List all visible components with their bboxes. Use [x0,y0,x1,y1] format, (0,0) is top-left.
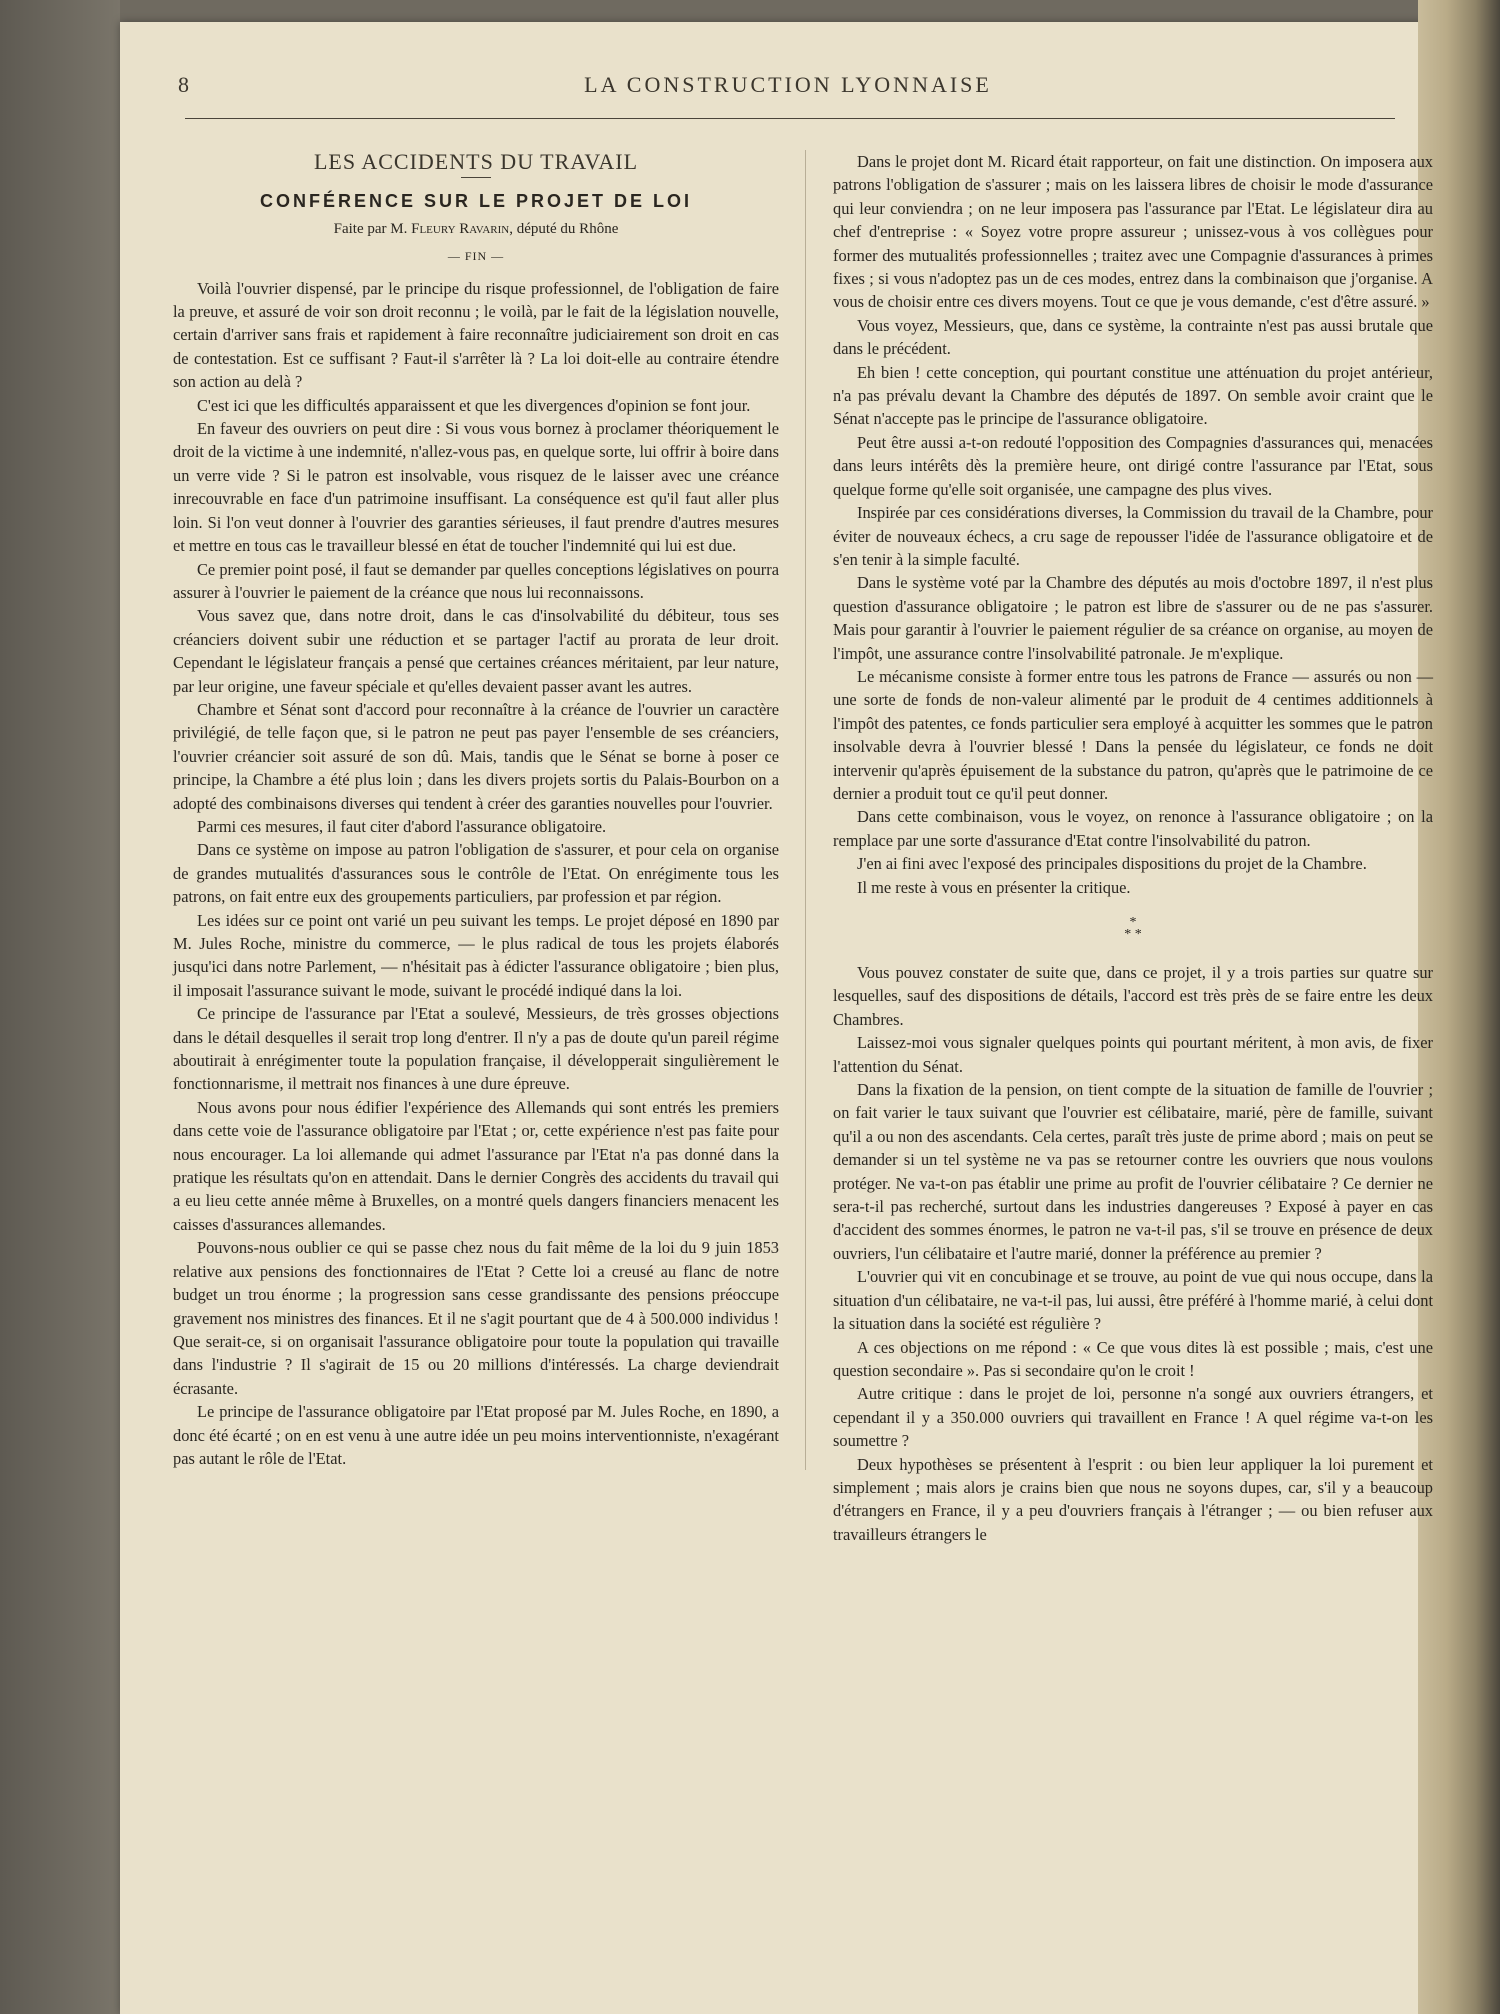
paragraph: Ce principe de l'assurance par l'Etat a soulevé, Messieurs, de très grosses objections dans le détail desquelles il serait trop long d'entrer. Il n'y a pas de doute qu'un pareil régime aboutirait à enrégimenter toute la population française, il développerait singulièrement le fonctionnarisme, il mettrait nos finances à une dure épreuve. [173,1004,779,1094]
paragraph: Le principe de l'assurance obligatoire par l'Etat proposé par M. Jules Roche, en 1890, a donc été écarté ; on en est venu à une autre idée un peu moins interventionniste, n'exagérant pas autant le rôle de l'Etat. [173,1402,779,1468]
column-divider [805,150,806,1470]
article-title: LES ACCIDENTS DU TRAVAIL [313,149,639,174]
paragraph: Dans cette combinaison, vous le voyez, on renonce à l'assurance obligatoire ; on la remplace par une sorte d'assurance d'Etat contre l'insolvabilité du patron. [833,807,1433,850]
asterism-separator [833,917,1433,941]
paragraph: L'ouvrier qui vit en concubinage et se trouve, au point de vue qui nous occupe, dans la situation d'un célibataire, ne va-t-il pas, lui aussi, être préféré à l'homme marié, à celui dont la situation dans la société est régulière ? [833,1267,1433,1334]
paragraph: Eh bien ! cette conception, qui pourtant constitue une atténuation du projet antérieur, n'a pas prévalu devant la Chambre des députés de 1897. On semble avoir craint que le Sénat n'accepte pas le principe de l'assurance obligatoire. [833,362,1433,429]
byline-author: Fleury Ravarin [411,220,510,237]
left-background [0,0,120,2014]
header-rule [185,118,1395,119]
article-subtitle: CONFÉRENCE SUR LE PROJET DE LOI [259,191,693,212]
paragraph: Vous voyez, Messieurs, que, dans ce système, la contrainte n'est pas aussi brutale que dans le précédent. [833,315,1433,359]
paragraph: Autre critique : dans le projet de loi, personne n'a songé aux ouvriers étrangers, et cependant il y a 350.000 ouvriers qui travaillent en France ! A quel régime va-t-on les soumettre ? [833,1384,1433,1451]
paragraph: Le mécanisme consiste à former entre tous les patrons de France — assurés ou non — une sorte de fonds de non-valeur alimenté par le produit de 4 centimes additionnels à l'impôt des patentes, ce fonds particulier sera employé à acquitter les sommes que le patron insolvable devra à l'ouvrier blessé ! Dans la pensée du législateur, ce fonds ne doit intervenir qu'après épuisement de la substance du patron, qu'après que le patrimoine de ce dernier a produit tout ce qu'il peut donner. [833,666,1433,803]
paragraph: Laissez-moi vous signaler quelques points qui pourtant méritent, à mon avis, de fixer l'attention du Sénat. [833,1033,1433,1076]
asterism-top: * [1129,915,1137,930]
journal-title: LA CONSTRUCTION LYONNAISE [584,72,992,97]
paragraph: Peut être aussi a-t-on redouté l'opposition des Compagnies d'assurances qui, menacées dans leurs intérêts dès la première heure, ont dirigé contre l'assurance par l'Etat, sous quelque forme qu'elle soit organisée, une campagne des plus vives. [833,432,1433,499]
paragraph: Dans la fixation de la pension, on tient compte de la situation de famille de l'ouvrier ; on fait varier le taux suivant que l'ouvrier est célibataire, marié, père de famille, suivant qu'il a ou non des ascendants. Cela certes, paraît très juste de prime abord ; mais on peut se demander si un tel système ne va pas se retourner contre les ouvriers que nous voulons protéger. Ne va-t-on pas établir une prime au profit de l'ouvrier célibataire ? Ce dernier ne sera-t-il pas recherché, surtout dans les industries dangereuses ? Exposé à payer en cas d'accident des sommes énormes, le patron ne va-t-il pas, s'il se trouve en présence de deux ouvriers, l'un célibataire et l'autre marié, donner la préférence au premier ? [833,1080,1433,1263]
paragraph: Les idées sur ce point ont varié un peu suivant les temps. Le projet déposé en 1890 par M. Jules Roche, ministre du commerce, — le plus radical de tous les projets élaborés jusqu'ici dans notre Parlement, — n'hésitait pas à édicter l'assurance obligatoire ; bien plus, il imposait l'assurance suivant le mode, suivant le procédé indiqué dans la loi. [173,910,779,1000]
title-rule [461,177,491,178]
paragraph: Dans le système voté par la Chambre des députés au mois d'octobre 1897, il n'est plus question d'assurance obligatoire ; le patron est libre de s'assurer ou de ne pas s'assurer. Mais pour garantir à l'ouvrier le paiement régulier de sa créance on organise, au moyen de l'impôt, une assurance contre l'insolvabilité patronale. Je m'explique. [833,573,1433,663]
paragraph: Il me reste à vous en présenter la critique. [857,877,1131,897]
paragraph: En faveur des ouvriers on peut dire : Si vous vous bornez à proclamer théoriquement le droit de la victime à une indemnité, n'allez-vous pas, en quelque sorte, lui offrir à boire dans un verre vide ? Si le patron est insolvable, vous risquez de le laisser avec une créance inrecouvrable en face d'un patrimoine insuffisant. La conséquence est qu'il faut aller plus loin. Si l'on veut donner à l'ouvrier des garanties sérieuses, il faut prendre d'autres mesures et mettre en tous cas le travailleur blessé en état de toucher l'indemnité qui lui est due. [173,419,779,556]
fin-marker: — FIN — [447,249,505,264]
page-number: 8 [178,72,189,97]
paragraph: Dans le projet dont M. Ricard était rapporteur, on fait une distinction. On imposera aux patrons l'obligation de s'assurer ; mais on les laissera libres de choisir le mode d'assurance qui leur conviendra ; on ne leur imposera pas l'assurance par l'Etat. Le législateur dira au chef d'entreprise : « Soyez votre propre assureur ; unissez-vous à vos collègues pour former des mutualités professionnelles ; traitez avec une Compagnie d'assurances à primes fixes ; si vous n'adoptez pas un de ces modes, entrez dans la combinaison que j'organise. A vous de choisir entre ces divers moyens. Tout ce que je vous demande, c'est d'être assuré. » [833,152,1433,312]
paragraph: Pouvons-nous oublier ce qui se passe chez nous du fait même de la loi du 9 juin 1853 relative aux pensions des fonctionnaires de l'Etat ? Cette loi a creusé au flanc de notre budget un trou énorme ; la progression sans cesse grandissante des pensions préoccupe gravement nos ministres des finances. Et il ne s'agit pourtant que de 4 à 500.000 individus ! Que serait-ce, si on organisait l'assurance obligatoire pour toute la population qui travaille dans l'industrie ? Il s'agirait de 15 ou 20 millions d'intéressés. La charge deviendrait écrasante. [173,1238,779,1398]
asterism-bottom: * * [1124,927,1142,942]
paragraph: Dans ce système on impose au patron l'obligation de s'assurer, et pour cela on organise de grandes mutualités d'assurances sous le contrôle de l'Etat. On enrégimente tous les patrons, on fait entre eux des groupements particuliers, par profession et par région. [173,840,779,907]
byline-prefix: Faite par M. [333,220,408,237]
byline [173,218,779,241]
paragraph: J'en ai fini avec l'exposé des principales dispositions du projet de la Chambre. [857,854,1367,874]
paragraph: Inspirée par ces considérations diverses, la Commission du travail de la Chambre, pour éviter de nouveaux échecs, a cru sage de repousser l'idée de l'assurance obligatoire et de s'en tenir à la simple faculté. [833,503,1433,569]
paragraph: Voilà l'ouvrier dispensé, par le principe du risque professionnel, de l'obligation de faire la preuve, et assuré de voir son droit reconnu ; le voilà, par le fait de la législation nouvelle, certain d'arriver sans frais et rapidement à faire reconnaître judiciairement son droit en cas de contestation. Est ce suffisant ? Faut-il s'arrêter là ? La loi doit-elle au contraire étendre son action au delà ? [173,278,779,392]
paragraph: Vous pouvez constater de suite que, dans ce projet, il y a trois parties sur quatre sur lesquelles, sauf des dispositions de détails, l'accord est très près de se faire entre les deux Chambres. [833,963,1433,1029]
byline-suffix: , député du Rhône [509,220,619,237]
paragraph: Chambre et Sénat sont d'accord pour reconnaître à la créance de l'ouvrier un caractère privilégié, de telle façon que, si le patron ne peut pas payer l'ensemble de ses créanciers, l'ouvrier créancier soit assuré de son dû. Mais, tandis que le Sénat se borne à poser ce principe, la Chambre a été plus loin ; dans les divers projets sortis du Palais-Bourbon on a adopté des combinaisons diverses qui tendent à créer des garanties nouvelles pour l'ouvrier. [173,699,779,813]
page-header [178,72,1398,108]
paragraph: Parmi ces mesures, il faut citer d'abord l'assurance obligatoire. [197,816,607,836]
paragraph: Deux hypothèses se présentent à l'esprit : ou bien leur appliquer la loi purement et simplement ; mais alors je crains bien que nous ne soyons dupes, car, s'il y a beaucoup d'étrangers en France, il y a peu d'ouvriers français à l'étranger ; — ou bien refuser aux travailleurs étrangers le [833,1454,1433,1544]
paragraph: Ce premier point posé, il faut se demander par quelles conceptions législatives on pourra assurer à l'ouvrier le paiement de la créance que nous lui reconnaissons. [173,559,779,602]
paragraph: A ces objections on me répond : « Ce que vous dites là est possible ; mais, c'est une question secondaire ». Pas si secondaire qu'on le croit ! [833,1337,1433,1380]
paragraph: Vous savez que, dans notre droit, dans le cas d'insolvabilité du débiteur, tous ses créanciers doivent subir une réduction et se partager l'actif au prorata de leur droit. Cependant le législateur français a pensé que certaines créances méritaient, par leur nature, par leur origine, une faveur spéciale et qu'elles devaient passer avant les autres. [173,606,779,696]
left-column [173,150,779,1470]
right-column [833,150,1433,1546]
paragraph: C'est ici que les difficultés apparaissent et que les divergences d'opinion se font jour. [197,395,751,415]
paragraph: Nous avons pour nous édifier l'expérience des Allemands qui sont entrés les premiers dans cette voie de l'assurance obligatoire par l'Etat ; or, cette expérience n'est pas faite pour nous encourager. La loi allemande qui admet l'assurance par l'Etat n'a pas donné dans la pratique les résultats qu'on en attendait. Dans le dernier Congrès des accidents du travail qui a eu lieu cette année même à Bruxelles, on a montré quels dangers financiers menacent les caisses d'assurances allemandes. [173,1097,779,1234]
